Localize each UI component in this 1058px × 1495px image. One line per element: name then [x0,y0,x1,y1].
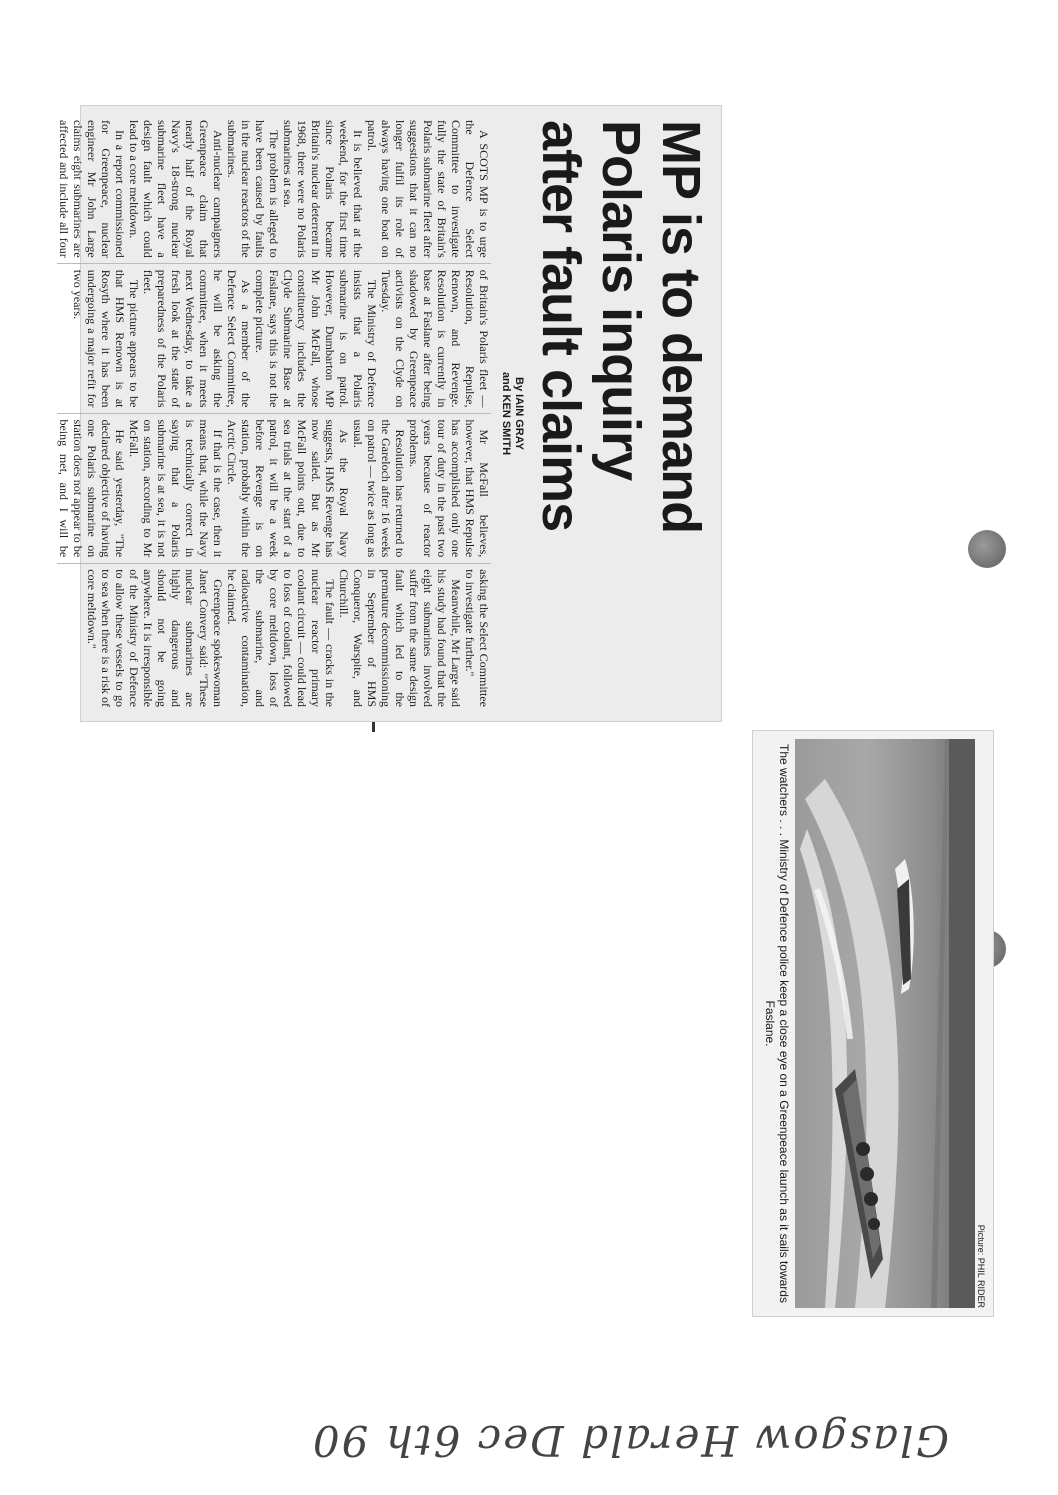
photo-credit: Picture: PHIL RIDER [976,1224,986,1308]
article-paragraph: He said yesterday, "The declared objective of having one Polaris submarine on station does not appear to be being met, and I will be asking the Select Committee to investigate further." [57,419,491,707]
article-paragraph: As a member of the Defence Select Committee, he will be asking the committee, when it meets next Wednesday, to take a fresh look at the state of preparedness of the Polaris fleet. [141,269,253,408]
article-paragraph: The problem is alleged to have been caused by faults in the nuclear reactors of the submarines. [225,120,281,258]
article-paragraph: As the Royal Navy suggests, HMS Revenge has now sailed. But as Mr McFall points out, due to sea trials at the start of a patrol, it will be a week before Revenge is on station, probably within the Arctic Circle. [225,419,351,558]
byline-line-2: and KEN SMITH [500,371,512,456]
article-paragraph: The Ministry of Defence insists that a Polaris submarine is on patrol. However, Dumbarton MP Mr John McFall, whose constituency includes the Clyde Submarine Base at Faslane, says this is not the complete picture. [253,269,379,408]
photo-caption: The watchers . . . Ministry of Defence police keep a close eye on a Greenpeace launch as it sails towards Faslane. [763,744,791,1303]
article-paragraph: Meanwhile, Mr Large said his study had found that the eight submarines involved suffer from the same design fault which led to the premature decommissioning in September of HMS Conqueror, Warspite, and Churchill. [337,569,463,707]
article-paragraph: Resolution has returned to the Gareloch after 16 weeks on patrol — twice as long as usual. [351,419,407,558]
article-paragraph: The fault — cracks in the nuclear reactor primary coolant circuit — could lead to loss of coolant, followed by core meltdown, loss of the submarine, and radioactive contamination, he claimed. [225,569,337,707]
article-paragraph: Mr McFall believes, however, that HMS Repulse has accomplished only one tour of duty in the past two years because of reactor problems. [407,419,491,558]
article-body [57,120,491,707]
headline-line-1: MP is to demand [651,120,711,534]
article-paragraph: In a report commissioned for Greenpeace, nuclear engineer Mr John Large claims eight submarines are affected and include all four of Britain's Polaris fleet — Resolution, Repulse, Renown, and Revenge. Resolution is currently in base at Faslane after being shadowed by Greenpeace activists on the Clyde on Tuesday. [57,120,491,408]
article-headline [531,120,711,707]
news-photo [795,739,975,1308]
headline-line-3: after fault claims [531,120,591,532]
photo-clipping [752,730,994,1317]
article-paragraph: Greenpeace spokeswoman Janet Convery said: "These nuclear submarines are highly dangerous and should not be going anywhere. It is irresponsible of the Ministry of Defence to allow these vessels to go to sea when there is a risk of core meltdown." [85,569,225,707]
article-paragraph: Anti-nuclear campaigners Greenpeace claim that nearly half of the Royal Navy's 18-strong nuclear submarine fleet have a design fault which could lead to a core meltdown. [127,120,225,258]
article-paragraph: A SCOTS MP is to urge the Defence Select Committee to investigate fully the state of Britain's Polaris submarine fleet after suggestions that it can no longer fulfil its role of always having one boat on patrol. [365,120,491,258]
article-content [57,106,721,721]
article-paragraph: If that is the case, then it means that, while the Navy is technically correct in saying that a Polaris submarine is at sea, it is not on station, according to Mr McFall. [127,419,225,558]
byline-line-1: By IAIN GRAY [513,377,525,450]
photo-content [753,731,993,1316]
article-paragraph: It is believed that at the weekend, for the first time since Polaris became Britain's nuclear deterrent in 1968, there were no Polaris submarines at sea. [281,120,365,258]
handwritten-source-note: Glasgow Herald Dec 6th 90 [310,1416,950,1465]
article-paragraph: The picture appears to be that HMS Renown is at Rosyth where it has been undergoing a major refit for two years. [71,269,141,408]
scan-mark [372,722,375,732]
article-byline [499,120,525,707]
article-clipping [57,105,722,722]
punch-hole-top [968,530,1006,568]
boat-wake-illustration [795,739,975,1308]
headline-line-2: Polaris inquiry [591,120,651,481]
